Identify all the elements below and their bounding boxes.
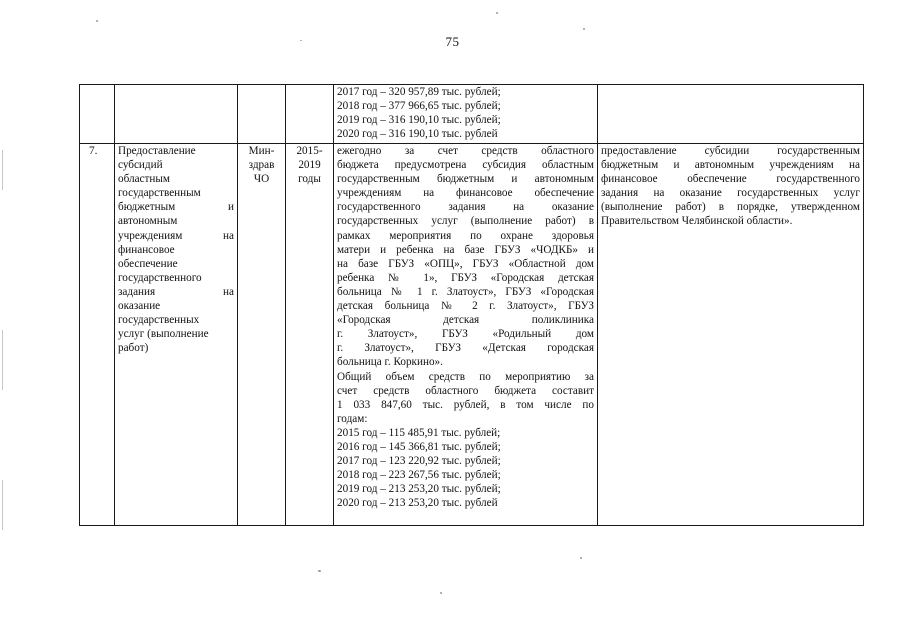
cell-executor	[238, 144, 286, 526]
measures-table	[79, 84, 864, 526]
row-number: 7.	[89, 145, 98, 157]
text-line: больница г. Коркино».	[337, 356, 443, 369]
cell-period	[286, 144, 334, 526]
text-line: учреждениям на финансовое обеспечение	[337, 187, 594, 200]
text-line: г. Златоуст», ГБУЗ «Родильный дом	[337, 328, 594, 341]
text-line: государственных услуг (выполнение работ) в	[337, 215, 594, 228]
scan-edge-mark	[2, 150, 3, 190]
text-line: обеспечение	[118, 257, 178, 270]
text-line: работ)	[118, 342, 149, 355]
text-line: 2018 год – 223 267,56 тыс. рублей;	[337, 469, 501, 482]
scan-speck	[583, 28, 585, 30]
page-number: 75	[445, 34, 460, 49]
scan-edge-mark	[2, 330, 3, 390]
text-line: 2018 год – 377 966,65 тыс. рублей;	[337, 100, 501, 113]
text-line: Правительством Челябинской области».	[601, 215, 793, 228]
text-line: предоставление субсидии государственным	[601, 145, 860, 157]
text-line: государственным	[118, 187, 201, 200]
text-line: больница № 1 г. Златоуст», ГБУЗ «Городская	[337, 285, 594, 298]
text-line: финансовое	[118, 243, 175, 256]
text-line: бюджетным и	[118, 201, 234, 214]
cell-executor	[238, 85, 286, 144]
text-line: детская больница № 2 г. Златоуст», ГБУЗ	[337, 300, 594, 313]
text-line: годы	[298, 173, 321, 186]
text-line: задания на оказание государственных услуг	[601, 187, 860, 200]
cell-result	[598, 85, 864, 144]
text-line: рамках мероприятия по охране здоровья	[337, 229, 594, 242]
text-line: г. Златоуст», ГБУЗ «Детская городская	[337, 342, 594, 355]
cell-description	[334, 144, 598, 526]
text-line: государственного задания на оказание	[337, 201, 594, 214]
scan-speck	[580, 557, 582, 559]
text-line: матери и ребенка на базе ГБУЗ «ЧОДКБ» и	[337, 243, 594, 256]
cell-num	[80, 144, 115, 526]
scan-speck	[300, 40, 302, 41]
text-line: Общий объем средств по мероприятию за	[337, 370, 594, 383]
text-line: ежегодно за счет средств областного	[337, 145, 594, 157]
table-row	[80, 85, 864, 144]
text-line: здрав	[248, 159, 275, 172]
text-line: ЧО	[253, 173, 270, 186]
text-line: 2015 год – 115 485,91 тыс. рублей;	[337, 426, 501, 439]
cell-result	[598, 144, 864, 526]
text-line: 2017 год – 123 220,92 тыс. рублей;	[337, 455, 501, 468]
text-line: 2019 год – 316 190,10 тыс. рублей;	[337, 114, 501, 127]
text-line: на базе ГБУЗ «ОПЦ», ГБУЗ «Областной дом	[337, 257, 594, 270]
text-line: областным	[118, 173, 170, 186]
cell-name	[115, 85, 238, 144]
text-line: 1 033 847,60 тыс. рублей, в том числе по	[337, 398, 594, 411]
text-line: 2020 год – 213 253,20 тыс. рублей	[337, 497, 498, 510]
text-line: Предоставление	[118, 145, 196, 157]
text-line: бюджетным и автономным учреждениям на	[601, 159, 860, 172]
text-line: годам:	[337, 412, 368, 425]
table-row	[80, 144, 864, 526]
text-line: 2020 год – 316 190,10 тыс. рублей	[337, 128, 498, 141]
text-line: государственным бюджетным и автономным	[337, 173, 594, 186]
text-line: учреждениям на	[118, 229, 234, 242]
text-line: автономным	[118, 215, 178, 228]
cell-name	[115, 144, 238, 526]
text-line: счет средств областного бюджета составит	[337, 384, 594, 397]
cell-num	[80, 85, 115, 144]
text-line: 2017 год – 320 957,89 тыс. рублей;	[337, 86, 501, 98]
text-line: государственного	[118, 271, 202, 284]
text-line: финансовое обеспечение государственного	[601, 173, 860, 186]
text-line: 2019 год – 213 253,20 тыс. рублей;	[337, 483, 501, 496]
text-line: услуг (выполнение	[118, 328, 209, 341]
text-line: «Городская детская поликлиника	[337, 314, 594, 327]
scan-speck	[496, 12, 498, 14]
scan-speck	[96, 20, 98, 22]
text-line: задания на	[118, 285, 234, 298]
scan-speck	[318, 570, 321, 572]
text-line: 2019	[298, 159, 321, 172]
text-line: государственных	[118, 314, 200, 327]
text-line: оказание	[118, 300, 161, 313]
scan-speck	[440, 592, 442, 594]
text-line: 2016 год – 145 366,81 тыс. рублей;	[337, 440, 501, 453]
text-line: субсидий	[118, 159, 163, 172]
text-line: (выполнение работ) в порядке, утвержденном	[601, 201, 860, 214]
text-line: ребенка № 1», ГБУЗ «Городская детская	[337, 271, 594, 284]
scan-edge-mark	[2, 480, 3, 530]
text-line: бюджета предусмотрена субсидия областным	[337, 159, 594, 172]
cell-period	[286, 85, 334, 144]
cell-description	[334, 85, 598, 144]
text-line: 2015-	[296, 145, 323, 157]
text-line: Мин-	[248, 145, 275, 157]
